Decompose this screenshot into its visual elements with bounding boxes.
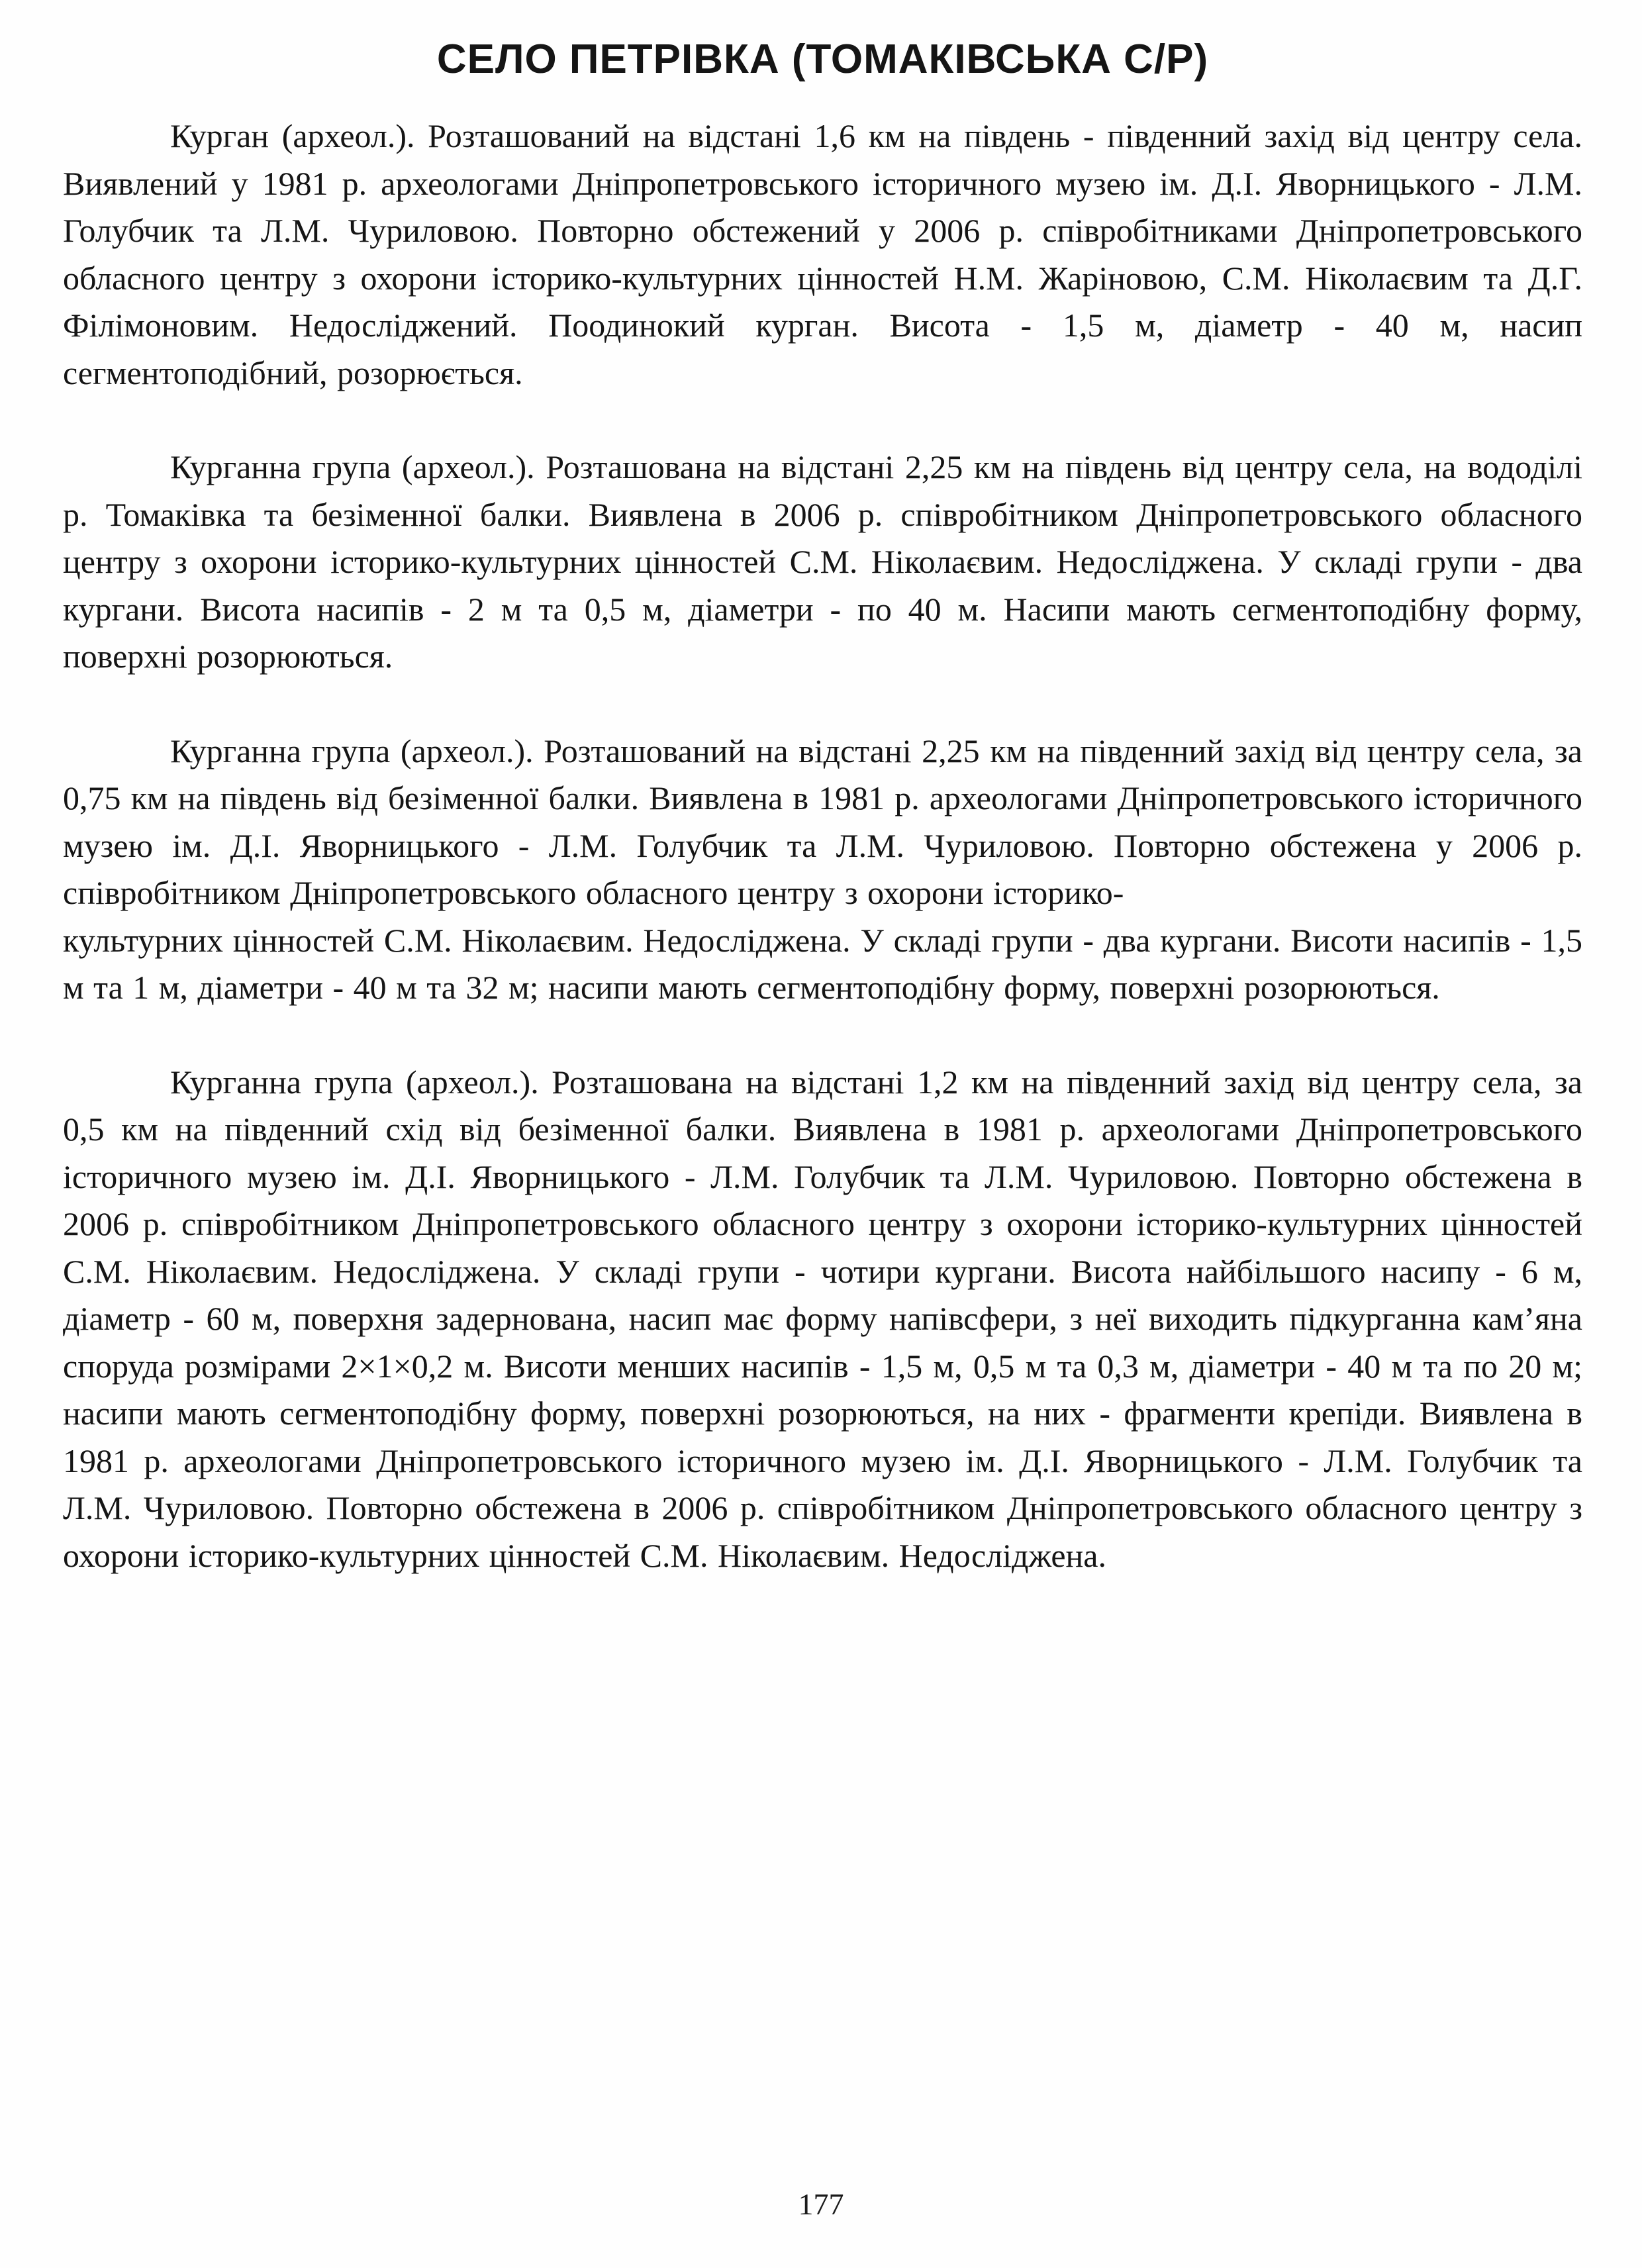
- page-number: 177: [798, 2187, 844, 2221]
- paragraph-kurhan-1: Курган (археол.). Розташований на відстані 1,6 км на південь - південний захід від центру села. Виявлений у 1981 р. археологами Дніпропетровського історичного музею ім. Д.І. Яворницького - Л.М. Голубчик та Л.М. Чуриловою. Повторно обстежений у 2006 р. співробітниками Дніпропетровського обласного центру з охорони історико-культурних цінностей Н.М. Жаріновою, С.М. Ніколаєвим та Д.Г. Філімоновим. Недосліджений. Поодинокий курган. Висота - 1,5 м, діаметр - 40 м, насип сегментоподібний, розорюється.: [63, 117, 1582, 391]
- paragraph-kurhanna-hrupa-3: Курганна група (археол.). Розташована на відстані 1,2 км на південний захід від центру села, за 0,5 км на південний схід від безіменної балки. Виявлена в 1981 р. археологами Дніпропетровського історичного музею ім. Д.І. Яворницького - Л.М. Голубчик та Л.М. Чуриловою. Повторно обстежена в 2006 р. співробітником Дніпропетровського обласного центру з охорони історико-культурних цінностей С.М. Ніколаєвим. Недосліджена. У складі групи - чотири кургани. Висота найбільшого насипу - 6 м, діаметр - 60 м, поверхня задернована, насип має форму напівсфери, з неї виходить підкурганна кам’яна споруда розмірами 2×1×0,2 м. Висоти менших насипів - 1,5 м, 0,5 м та 0,3 м, діаметри - 40 м та по 20 м; насипи мають сегментоподібну форму, поверхні розорюються, на них - фрагменти крепіди. Виявлена в 1981 р. археологами Дніпропетровського історичного музею ім. Д.І. Яворницького - Л.М. Голубчик та Л.М. Чуриловою. Повторно обстежена в 2006 р. співробітником Дніпропетровського обласного центру з охорони історико-культурних цінностей С.М. Ніколаєвим. Недосліджена.: [63, 1063, 1582, 1574]
- page-title: СЕЛО ПЕТРІВКА (ТОМАКІВСЬКА С/Р): [436, 36, 1209, 82]
- paragraph-kurhanna-hrupa-1: Курганна група (археол.). Розташована на відстані 2,25 км на південь від центру села, на вододілі р. Томаківка та безіменної балки. Виявлена в 2006 р. співробітником Дніпропетровського обласного центру з охорони історико-культурних цінностей С.М. Ніколаєвим. Недосліджена. У складі групи - два кургани. Висота насипів - 2 м та 0,5 м, діаметри - по 40 м. Насипи мають сегментоподібну форму, поверхні розорюються.: [63, 448, 1582, 675]
- paragraph-kurhanna-hrupa-2-part-2: культурних цінностей С.М. Ніколаєвим. Недосліджена. У складі групи - два кургани. Висоти насипів - 1,5 м та 1 м, діаметри - 40 м та 32 м; насипи мають сегментоподібну форму, поверхні розорюються.: [63, 921, 1582, 1006]
- paragraph-kurhanna-hrupa-2-part-1: Курганна група (археол.). Розташований на відстані 2,25 км на південний захід від центру села, за 0,75 км на південь від безіменної балки. Виявлена в 1981 р. археологами Дніпропетровського історичного музею ім. Д.І. Яворницького - Л.М. Голубчик та Л.М. Чуриловою. Повторно обстежена у 2006 р. співробітником Дніпропетровського обласного центру з охорони історико-: [63, 732, 1582, 911]
